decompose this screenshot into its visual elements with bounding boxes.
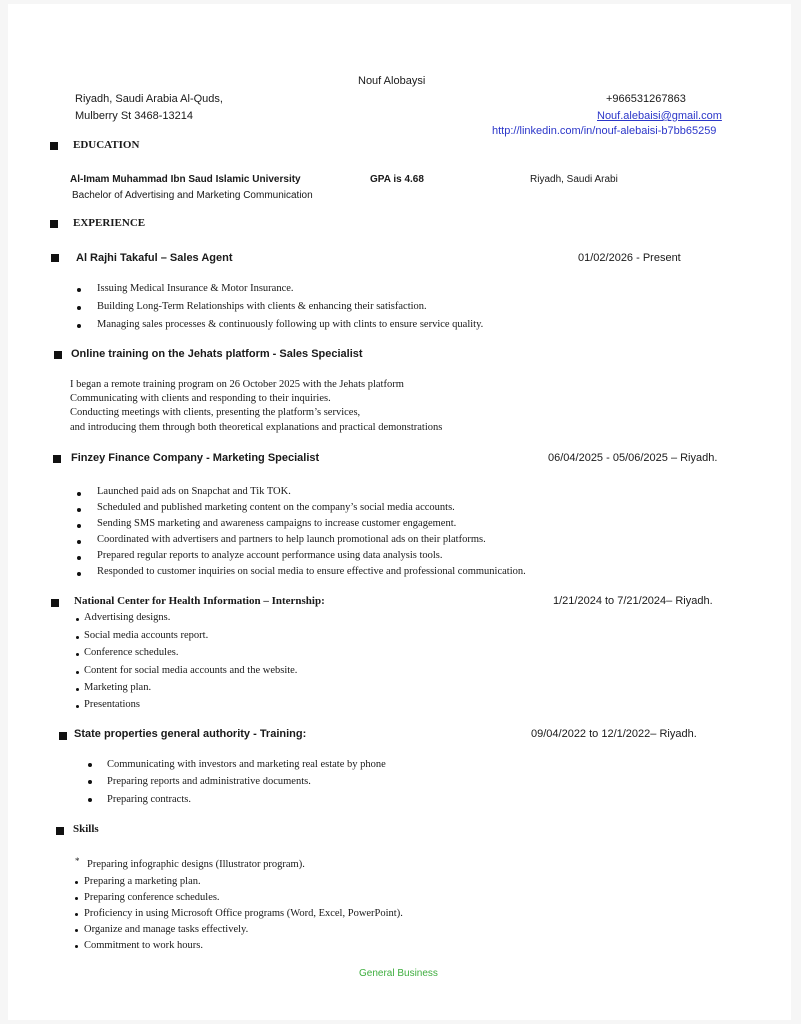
linkedin-link[interactable]: http://linkedin.com/in/nouf-alebaisi-b7bb65259 [492,125,717,137]
job-bullet: Preparing contracts. [107,794,191,805]
skill-item: Preparing a marketing plan. [84,876,201,887]
candidate-name: Nouf Alobaysi [358,75,426,87]
job-bullet: Managing sales processes & continuously following up with clints to ensure service quality. [97,319,484,330]
job-paragraph-line: Communicating with clients and responding to their inquiries. [70,393,331,404]
job-bullet: Content for social media accounts and the website. [84,665,298,676]
bullet-icon [77,540,81,544]
skill-item: Preparing conference schedules. [84,892,220,903]
job-title: National Center for Health Information – Internship: [74,595,325,607]
job-bullet: Launched paid ads on Snapchat and Tik TOK. [97,486,291,497]
bullet-icon [75,945,78,948]
job-bullet: Issuing Medical Insurance & Motor Insurance. [97,283,294,294]
job-bullet: Scheduled and published marketing content on the company’s social media accounts. [97,502,455,513]
bullet-icon [88,763,92,767]
experience-heading: EXPERIENCE [73,217,146,229]
skills-heading: Skills [73,823,99,835]
bullet-icon [75,913,78,916]
address-line-2: Mulberry St 3468-13214 [75,110,194,122]
job-title: Al Rajhi Takaful – Sales Agent [76,252,233,264]
bullet-icon [77,556,81,560]
university-name: Al-Imam Muhammad Ibn Saud Islamic University [70,174,301,185]
bullet-icon [76,688,79,691]
bullet-icon [76,653,79,656]
degree: Bachelor of Advertising and Marketing Communication [72,190,313,201]
job-date: 1/21/2024 to 7/21/2024– Riyadh. [553,595,713,607]
job-date: 06/04/2025 - 05/06/2025 – Riyadh. [548,452,718,464]
bullet-icon [77,324,81,328]
resume-page [8,4,791,1020]
job-bullet: Building Long-Term Relationships with clients & enhancing their satisfaction. [97,301,427,312]
job-bullet: Prepared regular reports to analyze account performance using data analysis tools. [97,550,443,561]
education-heading: EDUCATION [73,139,140,151]
job-title: Online training on the Jehats platform - Sales Specialist [71,348,363,360]
job-bullet: Advertising designs. [84,612,171,623]
bullet-icon [77,508,81,512]
footer-classification-label: General Business [359,968,438,979]
job-date: 01/02/2026 - Present [578,252,681,264]
address-line-1: Riyadh, Saudi Arabia Al-Quds, [75,93,223,105]
job-title: Finzey Finance Company - Marketing Specialist [71,452,320,464]
job-bullet: Responded to customer inquiries on social media to ensure effective and professional communication. [97,566,526,577]
bullet-icon [77,492,81,496]
bullet-icon [76,618,79,621]
job-bullet: Presentations [84,699,140,710]
gpa: GPA is 4.68 [370,174,424,185]
job-bullet: Preparing reports and administrative documents. [107,776,311,787]
bullet-icon [75,929,78,932]
skill-item: Commitment to work hours. [84,940,203,951]
section-bullet-icon [50,220,58,228]
job-bullet-icon [54,351,62,359]
skill-item: Organize and manage tasks effectively. [84,924,249,935]
bullet-icon [76,636,79,639]
bullet-icon [75,881,78,884]
bullet-icon [77,524,81,528]
phone-number: +966531267863 [606,93,686,105]
job-title: State properties general authority - Training: [74,728,307,740]
bullet-icon [75,897,78,900]
education-location: Riyadh, Saudi Arabi [530,174,618,185]
bullet-icon [77,288,81,292]
job-paragraph-line: Conducting meetings with clients, presenting the platform’s services, [70,407,361,418]
skill-item: Proficiency in using Microsoft Office programs (Word, Excel, PowerPoint). [84,908,403,919]
bullet-icon [76,705,79,708]
job-paragraph-line: I began a remote training program on 26 October 2025 with the Jehats platform [70,379,404,390]
bullet-icon [76,671,79,674]
job-bullet: Coordinated with advertisers and partners to help launch promotional ads on their platforms. [97,534,486,545]
job-paragraph-line: and introducing them through both theoretical explanations and practical demonstrations [70,422,443,433]
job-bullet-icon [59,732,67,740]
job-bullet: Marketing plan. [84,682,152,693]
bullet-icon [88,780,92,784]
email-link[interactable]: Nouf.alebaisi@gmail.com [597,110,722,122]
skill-item: Preparing infographic designs (Illustrator program). [87,859,305,870]
job-bullet-icon [51,254,59,262]
bullet-icon [77,306,81,310]
job-bullet-icon [51,599,59,607]
section-bullet-icon [56,827,64,835]
job-bullet: Conference schedules. [84,647,179,658]
section-bullet-icon [50,142,58,150]
bullet-icon [77,572,81,576]
job-bullet: Communicating with investors and marketing real estate by phone [107,759,386,770]
job-bullet: Social media accounts report. [84,630,209,641]
job-bullet-icon [53,455,61,463]
bullet-icon [88,798,92,802]
job-bullet: Sending SMS marketing and awareness campaigns to increase customer engagement. [97,518,457,529]
skill-star-icon: * [75,856,80,866]
job-date: 09/04/2022 to 12/1/2022– Riyadh. [531,728,697,740]
